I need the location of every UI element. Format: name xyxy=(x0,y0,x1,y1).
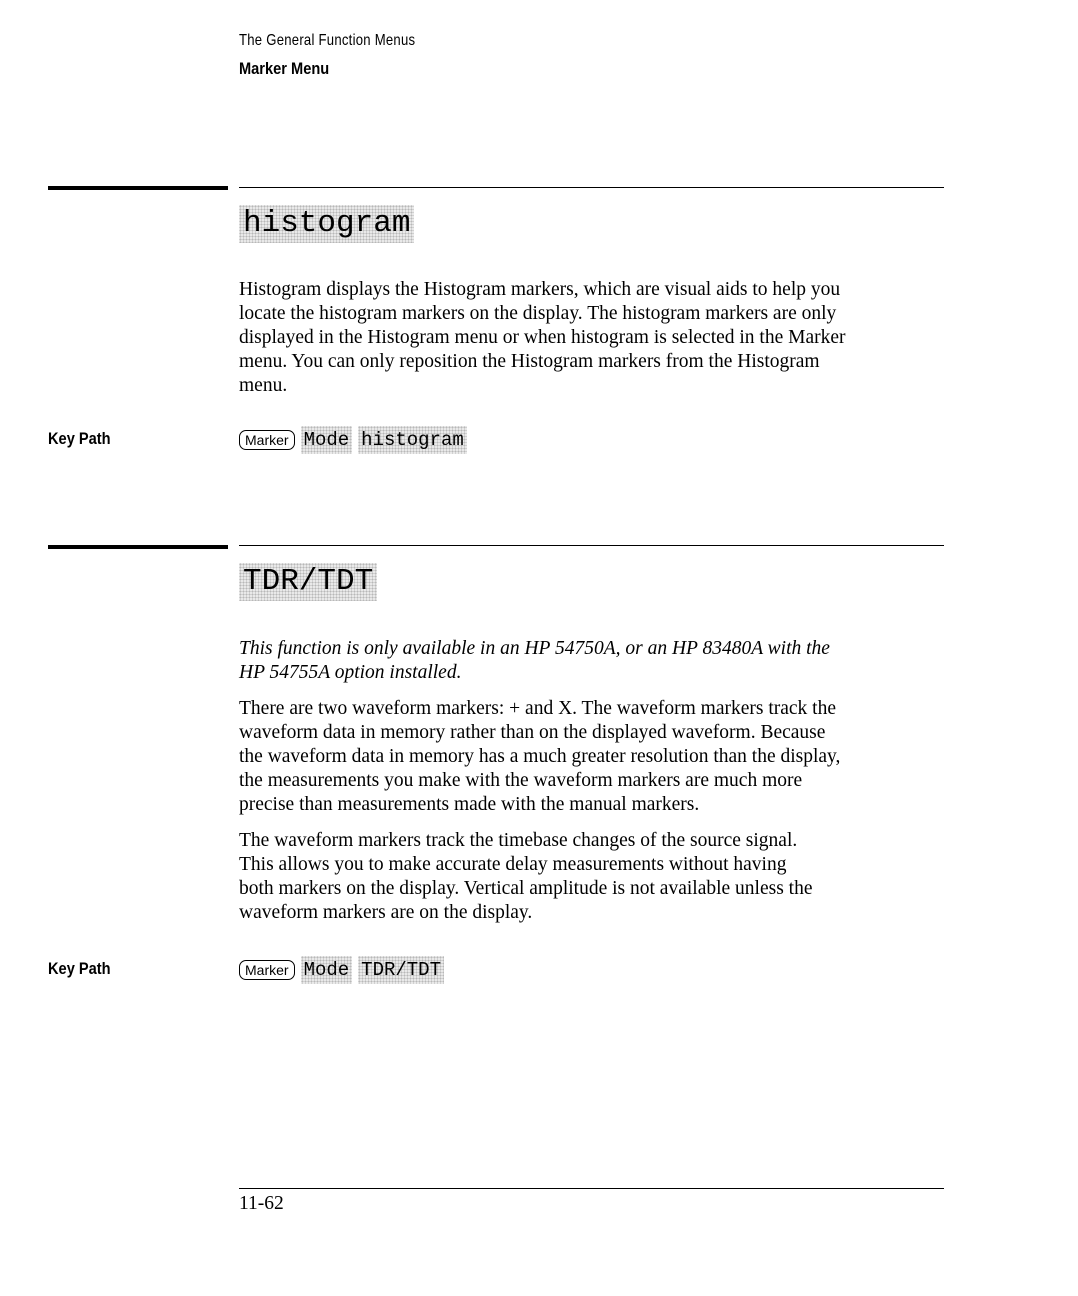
text-line: the waveform data in memory has a much greater resolution than the display, xyxy=(239,746,841,767)
histogram-key-path-label: Key Path xyxy=(48,429,111,448)
section-rule-thick xyxy=(48,545,228,549)
text-line: This allows you to make accurate delay measurements without having xyxy=(239,854,787,875)
histogram-key-path xyxy=(239,426,467,454)
text-line: menu. You can only reposition the Histogram markers from the Histogram xyxy=(239,351,820,372)
section-rule-thin xyxy=(239,187,944,188)
tdr-paragraph-1 xyxy=(239,697,959,817)
text-line: precise than measurements made with the manual markers. xyxy=(239,794,700,815)
tdr-tdt-softkey: TDR/TDT xyxy=(358,956,444,984)
running-header-section: Marker Menu xyxy=(239,59,330,78)
tdr-paragraph-2 xyxy=(239,829,959,925)
text-line: This function is only available in an HP 54750A, or an HP 83480A with the xyxy=(239,638,830,659)
running-header-chapter: The General Function Menus xyxy=(239,32,416,49)
tdr-availability-note xyxy=(239,637,959,685)
text-line: There are two waveform markers: + and X. The waveform markers track the xyxy=(239,698,837,719)
text-line: Histogram displays the Histogram markers, which are visual aids to help you xyxy=(239,279,841,300)
tdr-key-path-label: Key Path xyxy=(48,959,111,978)
section-rule-thick xyxy=(48,186,228,190)
text-line: The waveform markers track the timebase changes of the source signal. xyxy=(239,830,798,851)
histogram-softkey: histogram xyxy=(358,426,467,454)
text-line: locate the histogram markers on the display. The histogram markers are only xyxy=(239,303,837,324)
tdr-tdt-heading: TDR/TDT xyxy=(239,563,377,601)
mode-softkey: Mode xyxy=(301,956,353,984)
marker-hardkey: Marker xyxy=(239,960,295,980)
section-rule-thin xyxy=(239,545,944,546)
histogram-description xyxy=(239,278,959,398)
mode-softkey: Mode xyxy=(301,426,353,454)
text-line: the measurements you make with the waveform markers are much more xyxy=(239,770,803,791)
text-line: waveform markers are on the display. xyxy=(239,902,533,923)
text-line: menu. xyxy=(239,375,288,396)
tdr-key-path xyxy=(239,956,444,984)
text-line: both markers on the display. Vertical amplitude is not available unless the xyxy=(239,878,813,899)
footer-rule xyxy=(239,1188,944,1189)
page-number: 11-62 xyxy=(239,1193,284,1214)
histogram-heading: histogram xyxy=(239,205,414,243)
text-line: HP 54755A option installed. xyxy=(239,662,462,683)
text-line: waveform data in memory rather than on the displayed waveform. Because xyxy=(239,722,826,743)
text-line: displayed in the Histogram menu or when histogram is selected in the Marker xyxy=(239,327,846,348)
marker-hardkey: Marker xyxy=(239,430,295,450)
